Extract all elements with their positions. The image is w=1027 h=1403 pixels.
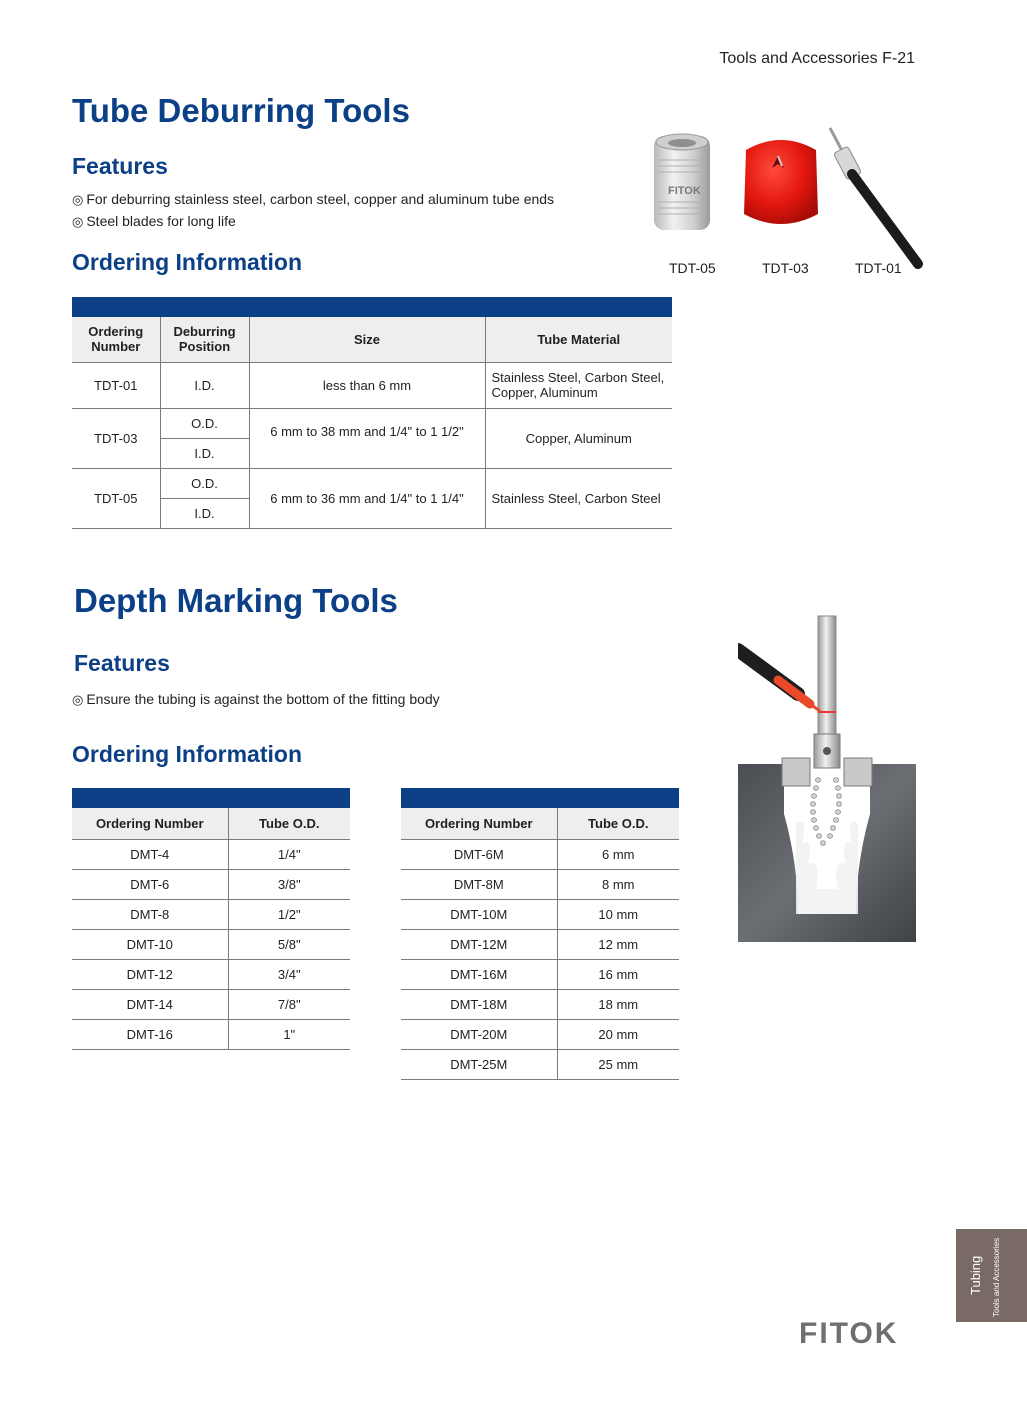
deburring-table-bar bbox=[72, 297, 672, 317]
cell-material: Stainless Steel, Carbon Steel, Copper, Aluminum bbox=[485, 362, 672, 408]
page-header: Tools and Accessories F-21 bbox=[719, 50, 915, 67]
table-row: DMT-6 3/8" bbox=[72, 870, 350, 900]
header-size: Size bbox=[249, 317, 485, 362]
header-tube-od: Tube O.D. bbox=[557, 808, 679, 840]
header-ordering-number: Ordering Number bbox=[401, 808, 557, 840]
table-row: DMT-14 7/8" bbox=[72, 990, 350, 1020]
dmt-right-table bbox=[401, 808, 679, 1080]
cell-position: I.D. bbox=[160, 498, 249, 528]
tdt-05-image bbox=[650, 130, 714, 234]
depth-features-title: Features bbox=[74, 650, 170, 676]
table-row: DMT-8M 8 mm bbox=[401, 870, 679, 900]
table-row: DMT-25M 25 mm bbox=[401, 1050, 679, 1080]
deburring-table bbox=[72, 317, 672, 529]
cell-position: I.D. bbox=[160, 438, 249, 468]
table-row: DMT-12 3/4" bbox=[72, 960, 350, 990]
cell-size: 6 mm to 36 mm and 1/4" to 1 1/4" bbox=[249, 468, 485, 528]
header-deburring-position: Deburring Position bbox=[160, 317, 249, 362]
tdt-01-image bbox=[826, 124, 926, 270]
bullet-icon: ◎ bbox=[72, 214, 84, 229]
cell-material: Copper, Aluminum bbox=[485, 408, 672, 468]
dmt-right-header bbox=[401, 808, 679, 840]
cell-material: Stainless Steel, Carbon Steel bbox=[485, 468, 672, 528]
dmt-left-header bbox=[72, 808, 350, 840]
table-row bbox=[72, 408, 672, 438]
fitok-logo: FITOK bbox=[799, 1317, 899, 1350]
table-row: DMT-18M 18 mm bbox=[401, 990, 679, 1020]
tdt-05-caption: TDT-05 bbox=[669, 260, 716, 276]
dmt-left-table-bar bbox=[72, 788, 350, 808]
table-row: DMT-16M 16 mm bbox=[401, 960, 679, 990]
deburring-features-title: Features bbox=[72, 153, 168, 179]
side-tab-sub: Tools and Accessories bbox=[992, 1237, 1001, 1317]
side-tab bbox=[956, 1229, 1027, 1322]
bullet-icon: ◎ bbox=[72, 192, 84, 207]
depth-feature-1: ◎ Ensure the tubing is against the bottom of the fitting body bbox=[72, 691, 440, 707]
cell-number: TDT-01 bbox=[72, 362, 160, 408]
cell-position: O.D. bbox=[160, 408, 249, 438]
cell-size: 6 mm to 38 mm and 1/4" to 1 1/2" bbox=[249, 408, 485, 468]
side-tab-main: Tubing bbox=[968, 1255, 983, 1295]
cell-number: TDT-05 bbox=[72, 468, 160, 528]
deburring-feature-2: ◎ Steel blades for long life bbox=[72, 213, 236, 229]
tdt-03-image bbox=[738, 130, 824, 234]
cell-number: TDT-03 bbox=[72, 408, 160, 468]
dmt-left-table bbox=[72, 808, 350, 1050]
deburring-table-header bbox=[72, 317, 672, 362]
bullet-icon: ◎ bbox=[72, 692, 84, 707]
header-ordering-number: Ordering Number bbox=[72, 317, 160, 362]
header-ordering-number: Ordering Number bbox=[72, 808, 228, 840]
table-row: DMT-4 1/4" bbox=[72, 840, 350, 870]
table-row: DMT-16 1" bbox=[72, 1020, 350, 1050]
table-row bbox=[72, 468, 672, 498]
table-row: DMT-12M 12 mm bbox=[401, 930, 679, 960]
dmt-right-table-bar bbox=[401, 788, 679, 808]
table-row: DMT-20M 20 mm bbox=[401, 1020, 679, 1050]
tdt-01-caption: TDT-01 bbox=[855, 260, 902, 276]
tdt-05-logo-text: FITOK bbox=[668, 185, 701, 197]
table-row: DMT-6M 6 mm bbox=[401, 840, 679, 870]
depth-title: Depth Marking Tools bbox=[74, 582, 398, 619]
deburring-feature-1: ◎ For deburring stainless steel, carbon steel, copper and aluminum tube ends bbox=[72, 191, 555, 207]
tdt-03-caption: TDT-03 bbox=[762, 260, 809, 276]
depth-ordering-title: Ordering Information bbox=[72, 741, 302, 767]
table-row: DMT-10M 10 mm bbox=[401, 900, 679, 930]
table-row: DMT-8 1/2" bbox=[72, 900, 350, 930]
deburring-ordering-title: Ordering Information bbox=[72, 249, 302, 275]
header-tube-material: Tube Material bbox=[485, 317, 672, 362]
deburring-title: Tube Deburring Tools bbox=[72, 92, 410, 129]
header-tube-od: Tube O.D. bbox=[228, 808, 350, 840]
cell-position: I.D. bbox=[160, 362, 249, 408]
table-row bbox=[72, 362, 672, 408]
depth-marking-tool-image bbox=[738, 614, 916, 942]
cell-size: less than 6 mm bbox=[249, 362, 485, 408]
cell-position: O.D. bbox=[160, 468, 249, 498]
table-row: DMT-10 5/8" bbox=[72, 930, 350, 960]
